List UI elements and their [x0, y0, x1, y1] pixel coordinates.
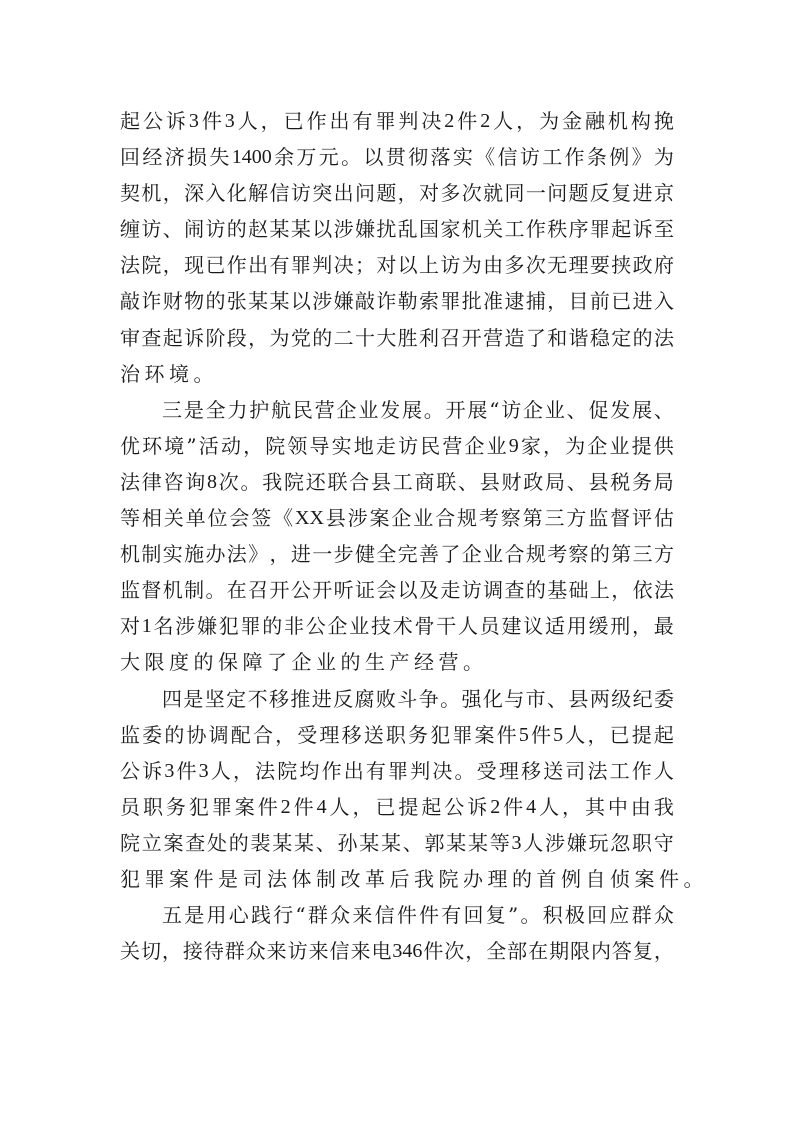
paragraph-five-petition-reply — [120, 897, 674, 969]
text-line: 院 立 案 查 处 的 裴 某 某 、 孙 某 某 、 郭 某 某 等 3 人 涉 嫌 玩 忽 职 守 — [120, 830, 674, 855]
text-line: 缠 访 、 闹 访 的 赵 某 某 以 涉 嫌 扰 乱 国 家 机 关 工 作 秩 序 罪 起 诉 至 — [120, 217, 674, 242]
text-line: 对 1 名 涉 嫌 犯 罪 的 非 公 企 业 技 术 骨 干 人 员 建 议 适 用 缓 刑 ， 最 — [120, 614, 674, 639]
text-line: 大限度的保障了企业的生产经营。 — [120, 650, 488, 675]
text-line: 等 相 关 单 位 会 签 《 XX 县 涉 案 企 业 合 规 考 察 第 三 方 监 督 评 估 — [120, 506, 674, 531]
text-line: 四 是 坚 定 不 移 推 进 反 腐 败 斗 争 。 强 化 与 市 、 县 两 级 纪 委 — [162, 686, 674, 711]
text-line: 关 切 ， 接 待 群 众 来 访 来 信 来 电 346 件 次 ， 全 部 在 期 限 内 答 复 ， — [120, 939, 674, 964]
text-line: 犯罪案件是司法体制改革后我院办理的首例自侦案件。 — [120, 866, 708, 891]
text-line: 五 是 用 心 践 行 “ 群 众 来 信 件 件 有 回 复 ” 。 积 极 回 应 群 众 — [162, 903, 674, 928]
paragraph-continued — [120, 103, 674, 392]
text-line: 回 经 济 损 失 1400 余 万 元 。 以 贯 彻 落 实 《 信 访 工 作 条 例 》 为 — [120, 145, 674, 170]
text-line: 法 院 ， 现 已 作 出 有 罪 判 决 ； 对 以 上 访 为 由 多 次 无 理 要 挟 政 府 — [120, 253, 674, 278]
text-line: 公 诉 3 件 3 人 ， 法 院 均 作 出 有 罪 判 决 。 受 理 移 送 司 法 工 作 人 — [120, 758, 674, 783]
text-line: 起 公 诉 3 件 3 人 ， 已 作 出 有 罪 判 决 2 件 2 人 ， 为 金 融 机 构 挽 — [120, 109, 674, 133]
text-line: 治环境。 — [120, 361, 218, 386]
text-line: 审 查 起 诉 阶 段 ， 为 党 的 二 十 大 胜 利 召 开 营 造 了 和 谐 稳 定 的 法 — [120, 325, 674, 350]
text-line: 契 机 ， 深 入 化 解 信 访 突 出 问 题 ， 对 多 次 就 同 一 问 题 反 复 进 京 — [120, 181, 674, 206]
text-line: 三 是 全 力 护 航 民 营 企 业 发 展 。 开 展 “ 访 企 业 、 促 发 展 、 — [162, 397, 674, 422]
document-page — [120, 103, 708, 969]
paragraph-four-anti-corruption — [120, 681, 708, 898]
text-line: 监 委 的 协 调 配 合 ， 受 理 移 送 职 务 犯 罪 案 件 5 件 5 人 ， 已 提 起 — [120, 722, 674, 747]
text-line: 员 职 务 犯 罪 案 件 2 件 4 人 ， 已 提 起 公 诉 2 件 4 人 ， 其 中 由 我 — [120, 794, 674, 819]
text-line: 机 制 实 施 办 法 》 ， 进 一 步 健 全 完 善 了 企 业 合 规 考 察 的 第 三 方 — [120, 542, 674, 567]
text-line: 敲 诈 财 物 的 张 某 某 以 涉 嫌 敲 诈 勒 索 罪 批 准 逮 捕 ， 目 前 已 进 入 — [120, 289, 674, 314]
text-line: 法 律 咨 询 8 次 。 我 院 还 联 合 县 工 商 联 、 县 财 政 局 、 县 税 务 局 — [120, 469, 674, 494]
paragraph-three-private-enterprise — [120, 392, 674, 681]
text-line: 监 督 机 制 。 在 召 开 公 开 听 证 会 以 及 走 访 调 查 的 基 础 上 ， 依 法 — [120, 578, 674, 603]
text-line: 优 环 境 ” 活 动 ， 院 领 导 实 地 走 访 民 营 企 业 9 家 ， 为 企 业 提 供 — [120, 433, 674, 458]
